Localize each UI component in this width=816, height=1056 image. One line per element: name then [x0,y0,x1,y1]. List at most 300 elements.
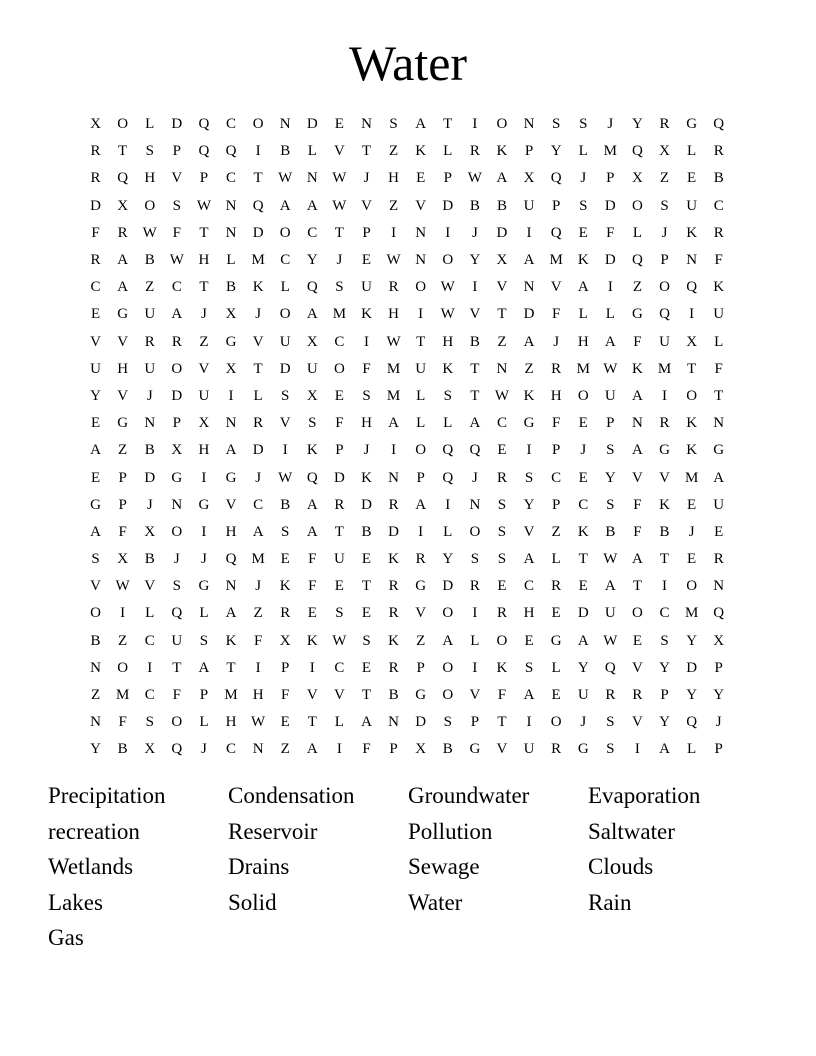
grid-letter: J [146,387,153,404]
grid-letter: R [388,578,399,595]
grid-letter: P [524,143,534,160]
grid-letter: S [443,714,452,731]
grid-letter: N [686,252,698,269]
grid-letter: E [578,224,588,241]
grid-letter: A [279,197,291,214]
grid-letter: I [472,116,478,133]
grid-letter: D [171,387,183,404]
grid-letter: C [280,252,291,269]
grid-letter: U [659,333,670,350]
grid-letter: T [497,714,507,731]
grid-letter: K [523,387,535,404]
grid-letter: C [713,197,724,214]
grid-letter: I [418,523,424,540]
grid-letter: W [332,632,347,649]
grid-letter: V [90,578,101,595]
grid-letter: A [523,551,535,568]
grid-letter: W [115,578,130,595]
grid-letter: V [306,687,318,704]
grid-letter: H [252,687,264,704]
grid-letter: G [469,741,481,758]
grid-letter: D [171,116,183,133]
grid-letter: Q [550,224,562,241]
grid-letter: M [576,360,590,377]
grid-letter: I [445,224,451,241]
grid-letter: J [688,523,695,540]
grid-letter: E [687,170,697,187]
grid-letter: C [171,279,182,296]
grid-letter: C [524,578,535,595]
grid-letter: U [523,197,535,214]
grid-letter: X [306,387,318,404]
grid-letter: T [199,279,209,296]
grid-letter: I [147,659,153,676]
grid-letter: W [603,632,618,649]
grid-letter: P [172,415,181,432]
grid-letter: P [335,442,344,459]
grid-letter: E [361,252,372,269]
grid-letter: S [579,197,588,214]
grid-letter: P [660,252,669,269]
grid-letter: V [550,279,562,296]
grid-letter: P [551,496,561,513]
grid-letter: O [415,279,427,296]
grid-letter: W [142,224,157,241]
grid-letter: I [662,578,668,595]
grid-letter: T [334,224,344,241]
grid-letter: X [713,632,725,649]
grid-letter: X [117,197,129,214]
grid-letter: L [551,551,561,568]
grid-letter: T [361,143,372,160]
grid-letter: Y [90,741,101,758]
grid-letter: C [307,224,318,241]
grid-letter: I [526,442,532,459]
word-list-item: Solid [228,889,277,915]
grid-letter: G [171,469,183,486]
grid-letter: V [333,687,345,704]
grid-letter: F [497,687,507,704]
grid-letter: R [713,551,724,568]
grid-letter: M [224,687,238,704]
grid-letter: P [281,659,290,676]
grid-letter: D [90,197,101,214]
grid-letter: J [661,224,668,241]
grid-letter: V [659,469,670,486]
grid-letter: G [415,687,427,704]
grid-letter: J [255,578,262,595]
grid-letter: V [333,143,345,160]
grid-letter: Q [306,279,318,296]
word-list-item: Reservoir [228,818,318,844]
grid-letter: B [226,279,237,296]
grid-letter: F [551,306,561,323]
grid-letter: Y [306,252,318,269]
grid-letter: Q [198,116,210,133]
grid-letter: A [415,496,427,513]
grid-letter: D [415,714,427,731]
grid-letter: E [524,632,534,649]
grid-letter: S [497,523,507,540]
grid-letter: U [144,360,156,377]
word-list-item: Drains [228,854,290,880]
grid-letter: J [471,469,478,486]
grid-letter: C [226,116,237,133]
grid-letter: Z [551,523,561,540]
grid-letter: G [523,415,535,432]
word-list-item: Evaporation [588,783,701,808]
word-list-item: Saltwater [588,818,675,844]
grid-letter: U [198,387,210,404]
grid-letter: J [255,469,262,486]
grid-letter: K [496,659,508,676]
grid-letter: E [361,551,372,568]
grid-letter: S [606,496,615,513]
grid-letter: A [90,523,101,540]
grid-letter: R [144,333,155,350]
grid-letter: W [494,387,510,404]
grid-letter: A [713,469,725,486]
grid-letter: W [603,360,618,377]
grid-letter: N [306,170,318,187]
grid-letter: L [145,605,155,622]
grid-letter: P [172,143,181,160]
grid-letter: A [523,333,535,350]
grid-letter: I [336,741,342,758]
grid-letter: E [334,116,344,133]
grid-letter: N [632,415,643,432]
grid-letter: Q [171,605,183,622]
grid-letter: A [632,551,643,568]
grid-letter: Q [225,551,237,568]
grid-letter: H [144,170,156,187]
grid-letter: C [334,333,345,350]
grid-letter: R [551,360,562,377]
grid-letter: Z [388,197,399,214]
grid-letter: T [361,687,372,704]
grid-letter: J [201,306,207,323]
grid-letter: Y [686,632,698,649]
grid-letter: R [171,333,182,350]
grid-letter: F [281,687,290,704]
grid-letter: J [607,116,614,133]
grid-letter: T [172,659,182,676]
grid-letter: W [196,197,211,214]
word-list-item: Groundwater [408,783,530,808]
grid-letter: O [659,279,670,296]
grid-letter: O [279,306,291,323]
grid-letter: K [415,143,427,160]
grid-letter: Q [713,116,725,133]
grid-letter: O [117,659,129,676]
grid-letter: N [713,415,725,432]
grid-letter: D [279,360,291,377]
word-list-item: Sewage [408,854,480,880]
grid-letter: T [199,224,209,241]
grid-letter: T [416,333,426,350]
grid-letter: S [281,523,290,540]
grid-letter: N [225,578,237,595]
word-list-item: Rain [588,889,632,915]
grid-letter: R [551,741,562,758]
grid-letter: O [496,632,508,649]
grid-letter: X [279,632,291,649]
grid-letter: O [577,387,589,404]
grid-letter: G [550,632,562,649]
grid-letter: T [226,659,236,676]
grid-letter: A [306,523,318,540]
grid-letter: K [306,442,318,459]
grid-letter: F [308,578,317,595]
grid-letter: I [634,741,640,758]
grid-letter: V [117,333,129,350]
grid-letter: I [282,442,288,459]
grid-letter: K [361,306,372,323]
grid-letter: T [497,306,507,323]
grid-letter: I [201,523,207,540]
word-list-item: Condensation [228,783,355,808]
grid-letter: A [604,578,616,595]
grid-letter: O [632,197,643,214]
grid-letter: G [659,442,670,459]
grid-letter: N [713,578,725,595]
grid-letter: U [577,687,589,704]
grid-letter: U [279,333,291,350]
grid-letter: B [144,551,155,568]
grid-letter: I [445,496,451,513]
grid-letter: H [225,714,237,731]
grid-letter: K [225,632,237,649]
grid-letter: A [496,170,508,187]
grid-letter: O [686,387,698,404]
grid-letter: X [225,360,237,377]
grid-letter: J [363,442,370,459]
word-list-item: Clouds [588,854,654,880]
grid-letter: P [362,224,371,241]
grid-letter: K [388,551,399,568]
grid-letter: X [632,170,643,187]
grid-letter: O [252,116,264,133]
grid-letter: L [443,143,453,160]
word-list-item: Wetlands [48,854,134,880]
grid-letter: O [333,360,345,377]
grid-letter: T [253,170,263,187]
grid-letter: G [632,306,643,323]
grid-letter: D [442,578,454,595]
grid-letter: M [332,306,347,323]
grid-letter: R [90,170,101,187]
grid-letter: X [523,170,535,187]
grid-letter: B [713,170,724,187]
grid-letter: N [361,116,372,133]
grid-letter: N [90,659,101,676]
grid-letter: X [415,741,427,758]
grid-letter: O [144,197,156,214]
grid-letter: N [225,197,237,214]
grid-letter: U [713,306,725,323]
grid-letter: A [117,252,129,269]
grid-letter: I [662,387,668,404]
grid-letter: N [90,714,101,731]
grid-letter: T [253,360,263,377]
grid-letter: Y [523,496,535,513]
grid-letter: U [333,551,345,568]
grid-letter: D [252,224,264,241]
grid-letter: C [144,687,155,704]
grid-letter: A [306,306,318,323]
grid-letter: P [416,469,425,486]
grid-letter: M [386,387,401,404]
grid-letter: M [386,360,401,377]
grid-letter: V [496,741,508,758]
grid-letter: U [90,360,101,377]
grid-letter: X [117,551,129,568]
grid-letter: X [198,415,210,432]
grid-letter: G [117,415,129,432]
grid-letter: T [714,387,724,404]
grid-letter: Z [497,333,507,350]
grid-letter: U [415,360,427,377]
grid-letter: C [578,496,589,513]
grid-letter: L [578,143,588,160]
grid-letter: U [361,279,372,296]
grid-letter: A [577,279,589,296]
grid-letter: B [388,687,399,704]
grid-letter: W [386,252,401,269]
grid-letter: R [632,687,643,704]
grid-letter: Q [306,469,318,486]
grid-letter: F [172,224,181,241]
grid-letter: L [551,659,561,676]
grid-letter: C [144,632,155,649]
grid-letter: G [198,496,210,513]
word-list-item: recreation [48,818,140,844]
grid-letter: Z [118,632,128,649]
grid-letter: W [440,279,455,296]
grid-letter: M [684,605,699,622]
grid-letter: J [580,714,587,731]
grid-letter: I [228,387,234,404]
grid-letter: Q [442,442,454,459]
grid-letter: X [686,333,698,350]
grid-letter: Q [632,143,643,160]
grid-letter: I [255,659,261,676]
grid-letter: Q [550,170,562,187]
grid-letter: A [90,442,101,459]
grid-letter: H [523,605,535,622]
grid-letter: J [580,170,587,187]
grid-letter: K [686,442,698,459]
grid-letter: S [335,279,344,296]
grid-letter: I [391,442,397,459]
grid-letter: M [549,252,563,269]
grid-letter: F [551,415,561,432]
grid-letter: R [496,605,507,622]
grid-letter: O [469,523,481,540]
grid-letter: I [526,224,532,241]
grid-letter: R [659,415,670,432]
grid-letter: M [251,551,265,568]
grid-letter: S [281,387,290,404]
grid-letter: K [577,523,589,540]
grid-letter: P [551,442,561,459]
grid-letter: Y [713,687,725,704]
grid-letter: T [334,523,344,540]
grid-letter: A [523,687,535,704]
grid-letter: E [497,442,507,459]
grid-letter: A [659,741,670,758]
word-list [48,778,768,956]
puzzle-title: Water [348,35,468,91]
grid-letter: E [687,496,697,513]
grid-letter: O [496,116,508,133]
grid-letter: A [306,197,318,214]
grid-letter: K [577,252,589,269]
grid-letter: V [144,578,156,595]
grid-letter: B [496,197,507,214]
grid-letter: V [415,197,427,214]
grid-letter: I [472,605,478,622]
grid-letter: X [144,523,156,540]
grid-letter: L [632,224,642,241]
grid-letter: P [551,197,561,214]
grid-letter: O [442,659,454,676]
grid-letter: Y [632,116,643,133]
grid-letter: Q [686,279,698,296]
grid-letter: N [252,741,264,758]
grid-letter: Q [604,659,616,676]
grid-letter: H [361,415,372,432]
grid-letter: Q [632,252,643,269]
grid-letter: Q [686,714,698,731]
grid-letter: S [660,197,669,214]
grid-letter: L [334,714,344,731]
grid-letter: I [363,333,369,350]
grid-letter: D [604,252,616,269]
grid-letter: V [361,197,372,214]
grid-letter: U [306,360,318,377]
grid-letter: B [469,197,480,214]
grid-letter: R [117,224,128,241]
grid-letter: D [577,605,589,622]
grid-letter: H [550,387,562,404]
grid-letter: I [120,605,126,622]
grid-letter: U [144,306,156,323]
grid-letter: E [578,469,588,486]
grid-letter: F [91,224,100,241]
grid-letter: R [713,224,724,241]
grid-letter: E [307,605,317,622]
grid-letter: L [199,605,209,622]
grid-letter: R [388,659,399,676]
grid-letter: N [225,224,237,241]
grid-letter: K [388,632,399,649]
grid-letter: Z [253,605,263,622]
grid-letter: L [605,306,615,323]
grid-letter: S [172,197,181,214]
grid-letter: A [442,632,454,649]
grid-letter: L [199,714,209,731]
grid-letter: Z [524,360,534,377]
grid-letter: P [416,659,425,676]
grid-letter: K [279,578,291,595]
grid-letter: A [469,415,481,432]
grid-letter: L [280,279,290,296]
grid-letter: A [388,415,399,432]
grid-letter: Z [199,333,209,350]
grid-letter: J [255,306,262,323]
grid-letter: U [523,741,535,758]
